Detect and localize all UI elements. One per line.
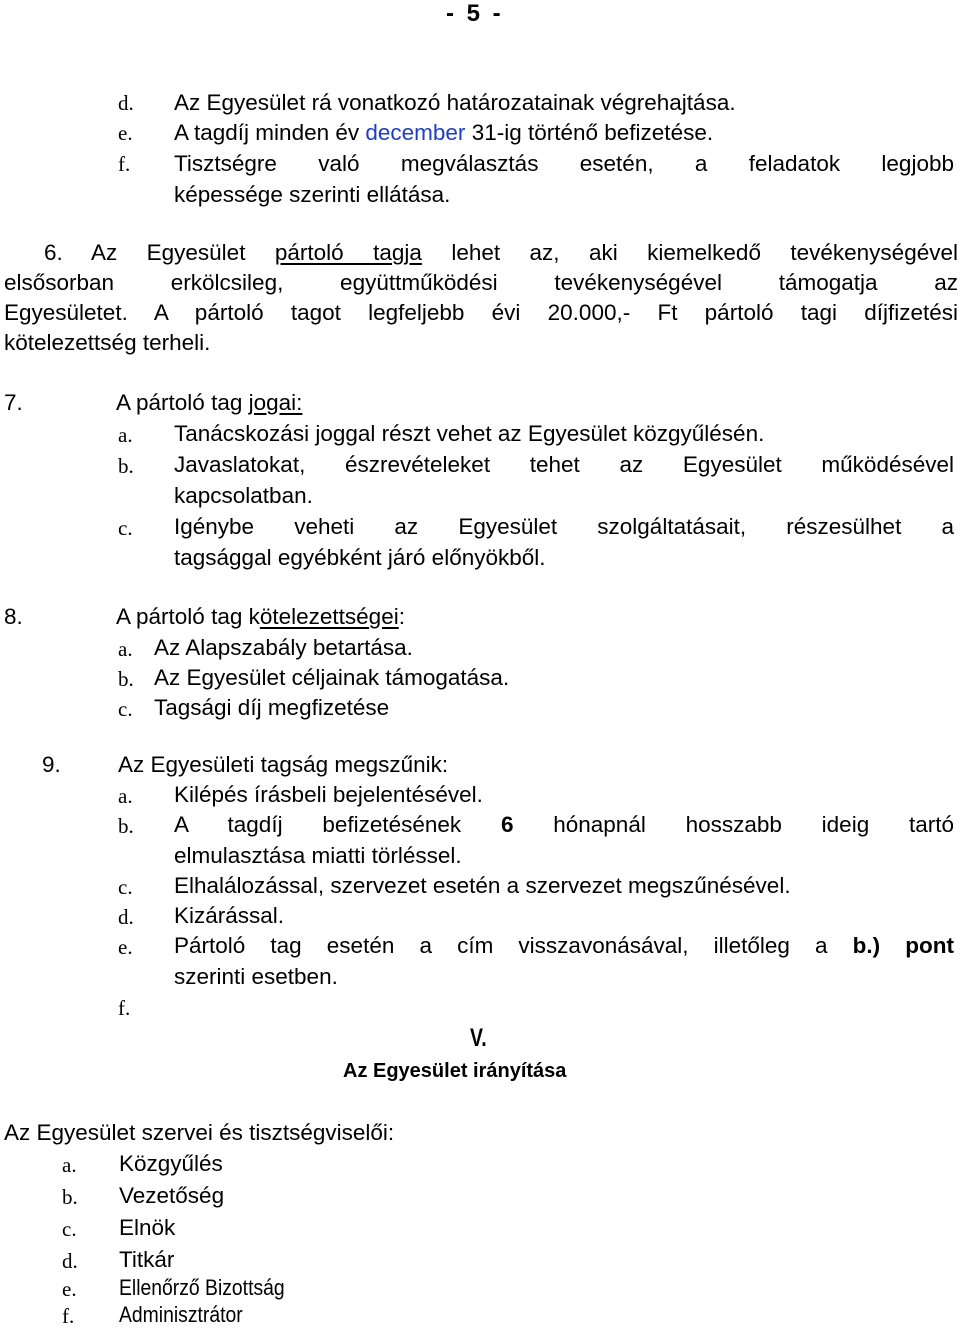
section-number: 7. [4,390,23,415]
underlined-term: pártoló tagja [274,240,422,265]
list-item-text: Az Alapszabály betartása. [154,635,413,660]
section-number: 8. [4,604,23,629]
list-item-text: Elhalálozással, szervezet esetén a szervezet megszűnésével. [174,873,791,898]
list-marker: a. [62,1153,77,1177]
list-item-text: Az Egyesület rá vonatkozó határozatainak végrehajtása. [174,90,736,115]
list-marker: f. [118,152,131,176]
chapter-number: V. [470,1024,487,1052]
list-marker: b. [118,667,134,691]
list-item-text: Kilépés írásbeli bejelentésével. [174,782,483,807]
section-title: A pártoló tag kötelezettségei: [116,604,405,629]
list-item-text: szerinti esetben. [174,964,338,989]
section-title: A pártoló tag jogai: [116,390,303,415]
list-marker: e. [62,1277,77,1301]
list-marker: a. [118,784,133,808]
list-marker: a. [118,423,133,447]
list-marker: c. [118,697,133,721]
list-item-text: Ellenőrző Bizottság [119,1275,285,1300]
list-item-text: Tisztségre való megválasztás esetén, a feladatok legjobb [174,151,954,176]
list-item-text: Közgyűlés [119,1151,223,1176]
list-marker: b. [62,1185,78,1209]
list-marker: d. [62,1249,78,1273]
list-item-text: A tagdíj befizetésének 6 hónapnál hosszabb ideig tartó [174,812,954,837]
list-item-text: Elnök [119,1215,176,1240]
list-marker: d. [118,905,134,929]
list-item-text: Az Egyesület céljainak támogatása. [154,665,510,690]
list-marker: b. [118,454,134,478]
list-item-text: Kizárással. [174,903,285,928]
list-marker: f. [62,1304,75,1328]
list-marker: a. [118,637,133,661]
organs-intro: Az Egyesület szervei és tisztségviselői: [4,1120,395,1145]
chapter-title: Az Egyesület irányítása [343,1060,567,1082]
list-item-text: Tagsági díj megfizetése [154,695,390,720]
section-6-line: Egyesületet. A pártoló tagot legfeljebb évi 20.000,- Ft pártoló tagi díjfizetési [4,300,958,325]
highlighted-date: december [365,120,466,145]
page-number: - 5 - [446,0,504,27]
list-item-text: Titkár [119,1247,175,1272]
list-item-text: tagsággal egyébként járó előnyökből. [174,545,546,570]
list-item-text: Igénybe veheti az Egyesület szolgáltatásait, részesülhet a [174,514,954,539]
list-marker: c. [118,875,133,899]
list-item-text: A tagdíj minden év december 31-ig történő befizetése. [174,120,714,145]
list-marker: c. [118,516,133,540]
section-title: Az Egyesületi tagság megszűnik: [118,752,449,777]
list-item-text: Vezetőség [119,1183,225,1208]
list-item-text: képessége szerinti ellátása. [174,182,451,207]
list-marker: e. [118,121,133,145]
list-item-text: Tanácskozási joggal részt vehet az Egyesület közgyűlésén. [174,421,765,446]
section-number: 6. [44,240,63,265]
section-number: 9. [42,752,61,777]
list-item-text: Pártoló tag esetén a cím visszavonásával, illetőleg a b.) pont [174,933,954,958]
list-item-text: kapcsolatban. [174,483,313,508]
section-6-line: elsősorban erkölcsileg, együttműködési tevékenységével támogatja az [4,270,958,295]
list-marker: f. [118,996,131,1020]
list-item-text: Javaslatokat, észrevételeket tehet az Egyesület működésével [174,452,954,477]
list-marker: d. [118,91,134,115]
list-marker: e. [118,935,133,959]
list-item-text: elmulasztása miatti törléssel. [174,843,462,868]
list-item-text: Adminisztrátor [119,1302,243,1327]
list-marker: b. [118,814,134,838]
list-marker: c. [62,1217,77,1241]
section-6-line: kötelezettség terheli. [4,330,211,355]
section-6-line: 6. Az Egyesület pártoló tagja lehet az, aki kiemelkedő tevékenységével [44,240,958,265]
